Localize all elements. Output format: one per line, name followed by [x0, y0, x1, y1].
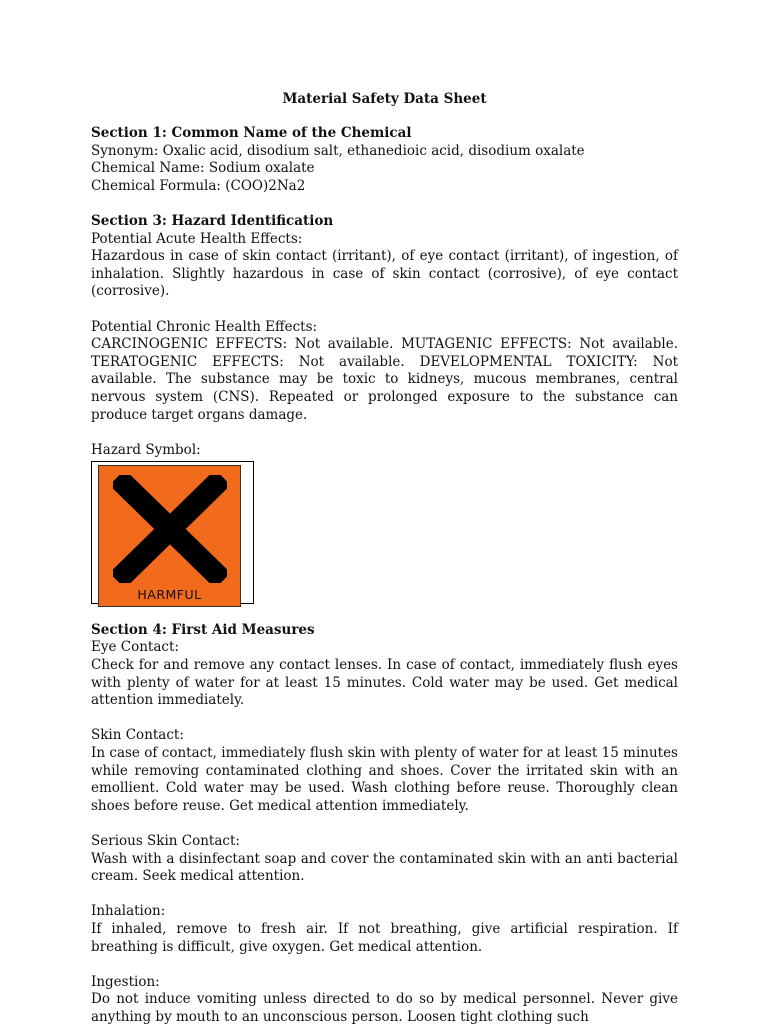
serious-skin-contact-text: Wash with a disinfectant soap and cover the contaminated skin with an anti bacterial cream. Seek medical attention.: [91, 850, 678, 885]
hazard-symbol-caption: HARMFUL: [137, 587, 202, 603]
eye-contact-text: Check for and remove any contact lenses. In case of contact, immediately flush eyes with plenty of water for at least 15 minutes. Cold water may be used. Get medical attention immediately.: [91, 657, 678, 709]
document-page: [91, 90, 678, 1027]
ingestion-text: Do not induce vomiting unless directed to do so by medical personnel. Never give anything by mouth to an unconscious person. Loosen tight clothing such: [91, 991, 678, 1025]
acute-effects-text: Hazardous in case of skin contact (irritant), of eye contact (irritant), of ingestion, of inhalation. Slightly hazardous in case of skin contact (corrosive), of eye contact (corrosive).: [91, 248, 678, 300]
acute-effects-label: Potential Acute Health Effects:: [91, 230, 303, 247]
eye-contact-label: Eye Contact:: [91, 639, 179, 656]
inhalation-label: Inhalation:: [91, 903, 166, 920]
harmful-x-icon: [113, 475, 227, 583]
section-4-heading: Section 4: First Aid Measures: [91, 621, 315, 638]
chronic-effects-text: CARCINOGENIC EFFECTS: Not available. MUTAGENIC EFFECTS: Not available. TERATOGENIC EFFECTS: Not available. DEVELOPMENTAL TOXICITY: Not available. The substance may be toxic to kidneys, mucous membranes, central nervous system (CNS). Repeated or prolonged exposure to the substance can produce target organs damage.: [91, 336, 678, 423]
section-3-heading: Section 3: Hazard Identification: [91, 212, 334, 229]
hazard-symbol-label: Hazard Symbol:: [91, 441, 201, 458]
section-1: [91, 125, 678, 195]
section-1-heading: Section 1: Common Name of the Chemical: [91, 125, 412, 141]
chronic-effects-label: Potential Chronic Health Effects:: [91, 318, 318, 335]
synonym-line: Synonym: Oxalic acid, disodium salt, ethanedioic acid, disodium oxalate: [91, 142, 585, 159]
skin-contact-label: Skin Contact:: [91, 727, 184, 744]
hazard-symbol-frame: [91, 461, 254, 604]
serious-skin-contact-label: Serious Skin Contact:: [91, 833, 240, 849]
skin-contact-text: In case of contact, immediately flush skin with plenty of water for at least 15 minutes while removing contaminated clothing and shoes. Cover the irritated skin with an emollient. Cold water may be used. Wash clothing before reuse. Thoroughly clean shoes before reuse. Get medical attention immediately.: [91, 745, 678, 814]
section-3: [91, 213, 678, 604]
hazard-symbol: [98, 465, 241, 607]
section-4: [91, 622, 678, 1027]
ingestion-label: Ingestion:: [91, 973, 160, 990]
chemical-name-line: Chemical Name: Sodium oxalate: [91, 160, 315, 177]
chemical-formula-line: Chemical Formula: (COO)2Na2: [91, 177, 306, 194]
document-title: Material Safety Data Sheet: [282, 91, 487, 107]
inhalation-text: If inhaled, remove to fresh air. If not breathing, give artificial respiration. If breathing is difficult, give oxygen. Get medical attention.: [91, 920, 678, 955]
